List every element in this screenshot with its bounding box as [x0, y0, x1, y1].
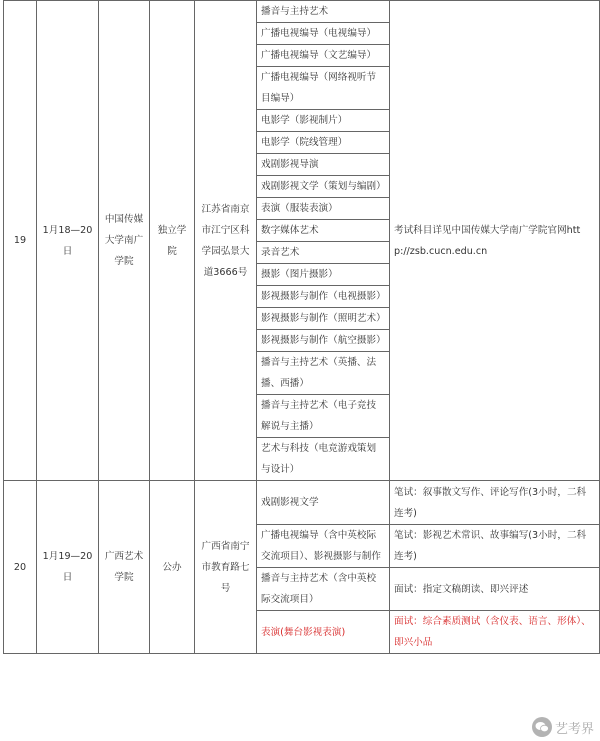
- major-cell: 表演（服装表演）: [257, 198, 390, 220]
- major-cell: 戏剧影视文学: [257, 481, 390, 525]
- major-cell: 数字媒体艺术: [257, 220, 390, 242]
- major-cell: 艺术与科技（电竞游戏策划与设计）: [257, 438, 390, 481]
- school-type: 独立学院: [150, 1, 195, 481]
- major-cell: 播音与主持艺术: [257, 1, 390, 23]
- major-cell-highlighted: 表演(舞台影视表演): [257, 611, 390, 654]
- school-name: 中国传媒大学南广学院: [99, 1, 150, 481]
- exam-requirement-highlighted: 面试：综合素质测试（含仪表、语言、形体）、即兴小品: [390, 611, 600, 654]
- school-name: 广西艺术学院: [99, 481, 150, 654]
- major-cell: 广播电视编导（网络视听节目编导）: [257, 67, 390, 110]
- exam-requirement: 考试科目详见中国传媒大学南广学院官网http://zsb.cucn.edu.cn: [390, 1, 600, 481]
- major-cell: 播音与主持艺术（含中英校际交流项目）: [257, 568, 390, 611]
- table-row: [4, 1, 600, 23]
- exam-requirement: 笔试：影视艺术常识、故事编写(3小时，二科连考): [390, 525, 600, 568]
- exam-dates: 1月18—20日: [37, 1, 99, 481]
- major-cell: 影视摄影与制作（航空摄影）: [257, 330, 390, 352]
- major-cell: 播音与主持艺术（电子竞技解说与主播）: [257, 395, 390, 438]
- exam-dates: 1月19—20日: [37, 481, 99, 654]
- sequence-number: 19: [4, 1, 37, 481]
- exam-location: 江苏省南京市江宁区科学园弘景大道3666号: [195, 1, 257, 481]
- exam-requirement: 笔试：叙事散文写作、评论写作(3小时，二科连考): [390, 481, 600, 525]
- wechat-icon: [532, 717, 552, 737]
- major-cell: 广播电视编导（文艺编导）: [257, 45, 390, 67]
- major-cell: 录音艺术: [257, 242, 390, 264]
- major-cell: 电影学（院线管理）: [257, 132, 390, 154]
- major-cell: 广播电视编导（含中英校际交流项目）、影视摄影与制作: [257, 525, 390, 568]
- school-type: 公办: [150, 481, 195, 654]
- table-row: [4, 481, 600, 525]
- major-cell: 影视摄影与制作（照明艺术）: [257, 308, 390, 330]
- major-cell: 广播电视编导（电视编导）: [257, 23, 390, 45]
- major-cell: 播音与主持艺术（英播、法播、西播）: [257, 352, 390, 395]
- exam-requirement: 面试：指定文稿朗读、即兴评述: [390, 568, 600, 611]
- watermark: [532, 717, 594, 737]
- major-cell: 影视摄影与制作（电视摄影）: [257, 286, 390, 308]
- exam-location: 广西省南宁市教育路七号: [195, 481, 257, 654]
- major-cell: 摄影（图片摄影）: [257, 264, 390, 286]
- admissions-table: [3, 0, 600, 654]
- watermark-text: 艺考界: [554, 721, 594, 737]
- major-cell: 戏剧影视文学（策划与编剧）: [257, 176, 390, 198]
- major-cell: 电影学（影视制片）: [257, 110, 390, 132]
- major-cell: 戏剧影视导演: [257, 154, 390, 176]
- sequence-number: 20: [4, 481, 37, 654]
